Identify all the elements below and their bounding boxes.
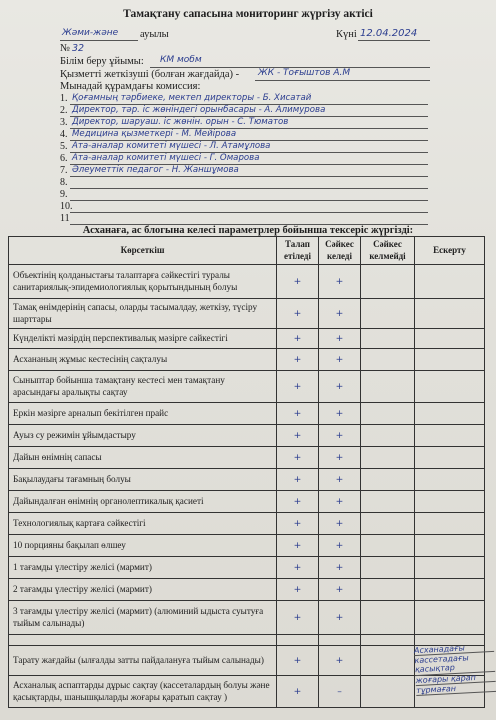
required-mark: + [277, 579, 319, 601]
commission-member: Директор, шаруаш. іс жөнін. орын - С. Тюматов [72, 117, 289, 127]
district-value: Жәми-және [62, 28, 119, 38]
commission-num: 7. [60, 165, 68, 176]
required-mark: + [277, 299, 319, 329]
row-label: Ауыз су режимін ұйымдастыру [9, 425, 277, 447]
required-mark: + [277, 469, 319, 491]
side-note-line: кассетадағы қасықтар [414, 652, 495, 676]
district-underline [60, 40, 138, 41]
complies-mark: + [319, 579, 361, 601]
row-label: Технологиялық картаға сәйкестігі [9, 513, 277, 535]
note-cell [415, 557, 485, 579]
required-mark: + [277, 329, 319, 349]
note-cell [415, 491, 485, 513]
commission-member: Қоғамның тәрбиеке, мектеп директоры - Б. Хисатай [72, 93, 312, 103]
not-complies-mark [361, 299, 415, 329]
table-row [9, 469, 485, 491]
not-complies-mark [361, 513, 415, 535]
complies-mark: + [319, 513, 361, 535]
commission-line [70, 188, 428, 189]
note-cell [415, 329, 485, 349]
inspection-table [8, 236, 485, 708]
complies-mark: + [319, 299, 361, 329]
required-mark: + [277, 403, 319, 425]
table-row [9, 425, 485, 447]
table-row [9, 265, 485, 299]
complies-mark: + [319, 469, 361, 491]
not-complies-mark [361, 447, 415, 469]
not-complies-mark [361, 579, 415, 601]
not-complies-mark [361, 557, 415, 579]
side-note-line: Асханадағы [414, 642, 494, 656]
required-mark: + [277, 371, 319, 403]
not-complies-mark [361, 491, 415, 513]
complies-mark: + [319, 403, 361, 425]
row-label: Күнделікті мәзірдің перспективалық мәзірге сәйкестігі [9, 329, 277, 349]
row-label: 10 порцияны бақылап өлшеу [9, 535, 277, 557]
row-label: Еркін мәзірге арналып бекітілген прайс [9, 403, 277, 425]
col-required: Талап етіледі [277, 237, 319, 265]
commission-member: Ата-аналар комитеті мүшесі - Л. Атамұлова [72, 141, 271, 151]
table-row [9, 579, 485, 601]
col-complies: Сәйкес келеді [319, 237, 361, 265]
table-header-row [9, 237, 485, 265]
commission-num: 4. [60, 129, 68, 140]
complies-mark: + [319, 265, 361, 299]
note-cell [415, 371, 485, 403]
table-row [9, 676, 485, 708]
side-note-line: жоғары қарап [415, 671, 495, 685]
commission-line [70, 200, 428, 201]
row-label: Тамақ өнімдерінің сапасы, оларды тасымалдау, жеткізу, түсіру шарттары [9, 299, 277, 329]
number-label: № [60, 43, 71, 54]
table-row [9, 403, 485, 425]
commission-member: Ата-аналар комитеті мүшесі - Г. Омарова [72, 153, 260, 163]
school-label: Білім беру ұйымы: [60, 56, 144, 67]
row-label: Асхананың жұмыс кестесінің сақталуы [9, 349, 277, 371]
complies-mark: + [319, 601, 361, 635]
note-cell [415, 469, 485, 491]
note-cell [415, 535, 485, 557]
not-complies-mark [361, 329, 415, 349]
employee-underline [255, 80, 430, 81]
not-complies-mark [361, 646, 415, 676]
date-label: Күні [336, 29, 357, 40]
side-note-line: тұрмаған [416, 682, 496, 696]
complies-mark: + [319, 425, 361, 447]
complies-mark: – [319, 676, 361, 708]
complies-mark: + [319, 447, 361, 469]
commission-num: 5. [60, 141, 68, 152]
row-label: Сыныптар бойынша тамақтану кестесі мен тамақтану арасындағы аралықты сақтау [9, 371, 277, 403]
employee-value: ЖК - Тоғыштов А.М [258, 68, 351, 78]
table-row [9, 299, 485, 329]
note-cell [415, 349, 485, 371]
commission-num: 11 [60, 213, 70, 224]
row-label: Объектінің қолданыстағы талаптарға сәйкестігі туралы санитариялық-эпидемиологиялық қорытындының болуы [9, 265, 277, 299]
col-note: Ескерту [415, 237, 485, 265]
table-row [9, 491, 485, 513]
required-mark: + [277, 676, 319, 708]
commission-num: 6. [60, 153, 68, 164]
not-complies-mark [361, 535, 415, 557]
commission-num: 8. [60, 177, 68, 188]
not-complies-mark [361, 425, 415, 447]
complies-mark: + [319, 557, 361, 579]
required-mark: + [277, 425, 319, 447]
note-cell [415, 579, 485, 601]
complies-mark: + [319, 491, 361, 513]
date-underline [358, 40, 430, 41]
table-row [9, 557, 485, 579]
table-row [9, 535, 485, 557]
commission-num: 3. [60, 117, 68, 128]
row-label: 2 тағамды үлестіру желісі (мармит) [9, 579, 277, 601]
row-label: Бақылаудағы тағамның болуы [9, 469, 277, 491]
note-cell [415, 601, 485, 635]
commission-num: 9. [60, 189, 68, 200]
note-cell [415, 299, 485, 329]
number-value: 32 [72, 43, 85, 54]
commission-member: Медицина қызметкері - М. Мейірова [72, 129, 237, 139]
table-row [9, 447, 485, 469]
row-label: Асханалық аспаптарды дұрыс сақтау (кассеталардың болуы және қасықтарды, шанышқыларды жоғары қаратып сақтау ) [9, 676, 277, 708]
note-cell [415, 403, 485, 425]
complies-mark: + [319, 535, 361, 557]
note-cell [415, 513, 485, 535]
complies-mark: + [319, 371, 361, 403]
note-cell [415, 425, 485, 447]
table-row [9, 329, 485, 349]
required-mark: + [277, 557, 319, 579]
table-heading: Асханаға, ас блогына келесі параметрлер бойынша тексеріс жүргізді: [82, 225, 414, 236]
required-mark: + [277, 513, 319, 535]
table-row [9, 601, 485, 635]
commission-num: 10. [60, 201, 73, 212]
required-mark: + [277, 491, 319, 513]
required-mark: + [277, 447, 319, 469]
handwritten-side-note [414, 642, 496, 696]
commission-label: Мынадай құрамдағы комиссия: [60, 81, 201, 92]
row-label: Тарату жағдайы (ылғалды затты пайдалануға тыйым салынады) [9, 646, 277, 676]
complies-mark: + [319, 646, 361, 676]
employee-label: Қызметті жеткізуші (болған жағдайда) - [60, 69, 240, 80]
table-row [9, 371, 485, 403]
note-cell [415, 447, 485, 469]
row-label: Дайын өнімнің сапасы [9, 447, 277, 469]
table-row [9, 349, 485, 371]
table-row [9, 513, 485, 535]
document-title: Тамақтану сапасына мониторинг жүргізу актісі [123, 8, 373, 20]
commission-line [70, 176, 428, 177]
row-label: 3 тағамды үлестіру желісі (мармит) (алюминий ыдыста суытуға тыйым салынады) [9, 601, 277, 635]
not-complies-mark [361, 469, 415, 491]
district-label: ауылы [140, 29, 169, 40]
not-complies-mark [361, 601, 415, 635]
required-mark: + [277, 535, 319, 557]
date-value: 12.04.2024 [360, 28, 418, 39]
row-label: Дайындалған өнімнің органолептикалық қасиеті [9, 491, 277, 513]
required-mark: + [277, 349, 319, 371]
note-cell [415, 265, 485, 299]
complies-mark: + [319, 349, 361, 371]
required-mark: + [277, 646, 319, 676]
not-complies-mark [361, 265, 415, 299]
not-complies-mark [361, 676, 415, 708]
page-fold-gap [9, 635, 485, 646]
not-complies-mark [361, 403, 415, 425]
required-mark: + [277, 265, 319, 299]
commission-num: 1. [60, 93, 68, 104]
not-complies-mark [361, 349, 415, 371]
row-label: 1 тағамды үлестіру желісі (мармит) [9, 557, 277, 579]
col-indicator: Көрсеткіш [9, 237, 277, 265]
commission-num: 2. [60, 105, 68, 116]
required-mark: + [277, 601, 319, 635]
school-value: КМ мобм [160, 55, 202, 65]
commission-member: Директор, тәр. іс жөніндегі орынбасары - А. Алимурова [72, 105, 326, 115]
commission-line [70, 212, 428, 213]
col-not-complies: Сәйкес келмейді [361, 237, 415, 265]
commission-member: Әлеуметтік педагог - Н. Жаншұмова [72, 165, 239, 175]
not-complies-mark [361, 371, 415, 403]
complies-mark: + [319, 329, 361, 349]
